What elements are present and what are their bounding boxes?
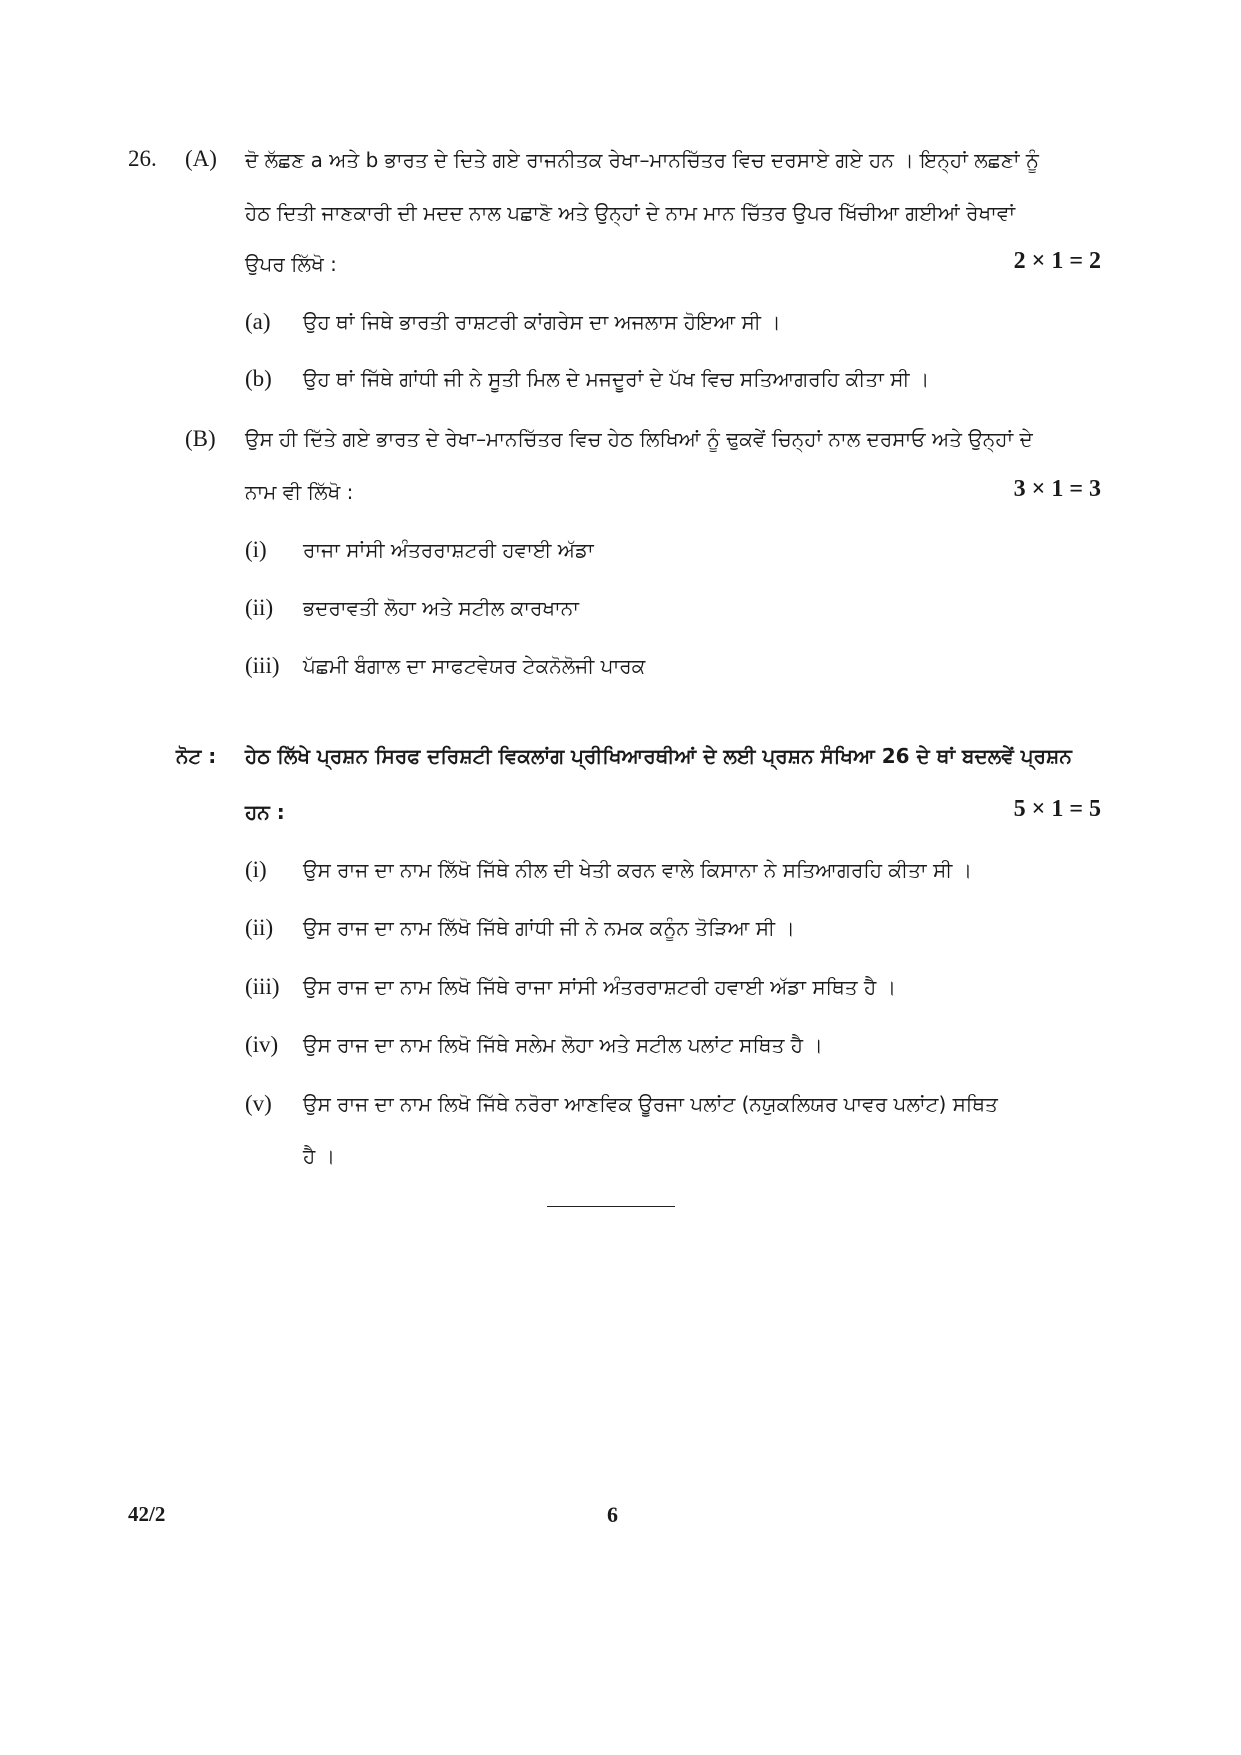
- part-b-item-label: (iii): [245, 653, 280, 678]
- part-b-item-text: ਪੱਛਮੀ ਬੰਗਾਲ ਦਾ ਸਾਫਟਵੇਯਰ ਟੇਕਨੋਲੋਜੀ ਪਾਰਕ: [303, 654, 646, 678]
- part-a-item-label: (a): [245, 309, 271, 334]
- part-b-item-label: (i): [245, 537, 267, 562]
- part-b-item-text: ਭਦਰਾਵਤੀ ਲੋਹਾ ਅਤੇ ਸਟੀਲ ਕਾਰਖਾਨਾ: [303, 596, 579, 620]
- part-b-item-label: (ii): [245, 595, 274, 620]
- note-line-2: ਹਨ :: [245, 800, 285, 824]
- part-b-line-1: ਉਸ ਹੀ ਦਿੱਤੇ ਗਏ ਭਾਰਤ ਦੇ ਰੇਖਾ–ਮਾਨਚਿੱਤਰ ਵਿਚ ਹੇਠ ਲਿਖਿਆਂ ਨੂੰ ਢੁਕਵੇਂ ਚਿਨ੍ਹਾਂ ਨਾਲ ਦਰਸਾਓ ਅਤੇ ਉਨ੍ਹਾਂ ਦੇ: [245, 427, 1033, 451]
- part-a-line-1: ਦੋ ਲੱਛਣ a ਅਤੇ b ਭਾਰਤ ਦੇ ਦਿਤੇ ਗਏ ਰਾਜਨੀਤਕ ਰੇਖਾ–ਮਾਨਚਿੱਤਰ ਵਿਚ ਦਰਸਾਏ ਗਏ ਹਨ । ਇਨ੍ਹਾਂ ਲਛਣਾਂ ਨੂੰ: [245, 148, 1039, 172]
- note-marks: 5 × 1 = 5: [1013, 796, 1101, 822]
- paper-code: 42/2: [128, 1502, 166, 1526]
- note-label: ਨੋਟ :: [176, 744, 217, 768]
- part-b-line-2: ਨਾਮ ਵੀ ਲਿੱਖੋ :: [245, 480, 354, 504]
- note-item-label: (v): [245, 1091, 272, 1116]
- part-b-label: (B): [185, 426, 216, 451]
- note-item-text: ਉਸ ਰਾਜ ਦਾ ਨਾਮ ਲਿਖੋ ਜਿੱਥੇ ਸਲੇਮ ਲੋਹਾ ਅਤੇ ਸਟੀਲ ਪਲਾਂਟ ਸਥਿਤ ਹੈ ।: [303, 1033, 823, 1057]
- note-item-text: ਉਸ ਰਾਜ ਦਾ ਨਾਮ ਲਿੱਖੋ ਜਿੱਥੇ ਨੀਲ ਦੀ ਖੇਤੀ ਕਰਨ ਵਾਲੇ ਕਿਸਾਨਾ ਨੇ ਸਤਿਆਗਰਹਿ ਕੀਤਾ ਸੀ ।: [303, 858, 973, 882]
- end-divider: [547, 1206, 675, 1207]
- note-item-text: ਉਸ ਰਾਜ ਦਾ ਨਾਮ ਲਿਖੋ ਜਿੱਥੇ ਨਰੋਰਾ ਆਣਵਿਕ ਊਰਜਾ ਪਲਾਂਟ (ਨਯੁਕਲਿਯਰ ਪਾਵਰ ਪਲਾਂਟ) ਸਥਿਤ: [303, 1092, 998, 1116]
- question-number: 26.: [128, 146, 157, 171]
- note-item-label: (ii): [245, 915, 274, 940]
- note-item-text: ਉਸ ਰਾਜ ਦਾ ਨਾਮ ਲਿਖੋ ਜਿੱਥੇ ਰਾਜਾ ਸਾਂਸੀ ਅੰਤਰਰਾਸ਼ਟਰੀ ਹਵਾਈ ਅੱਡਾ ਸਥਿਤ ਹੈ ।: [303, 975, 897, 999]
- note-item-label: (i): [245, 857, 267, 882]
- note-item-label: (iii): [245, 974, 280, 999]
- note-item-text: ਉਸ ਰਾਜ ਦਾ ਨਾਮ ਲਿੱਖੋ ਜਿੱਥੇ ਗਾਂਧੀ ਜੀ ਨੇ ਨਮਕ ਕਨੂੰਨ ਤੋੜਿਆ ਸੀ ।: [303, 916, 795, 940]
- part-b-item-text: ਰਾਜਾ ਸਾਂਸੀ ਅੰਤਰਰਾਸ਼ਟਰੀ ਹਵਾਈ ਅੱਡਾ: [303, 538, 594, 562]
- note-line-1: ਹੇਠ ਲਿੱਖੇ ਪ੍ਰਸ਼ਨ ਸਿਰਫ ਦਰਿਸ਼ਟੀ ਵਿਕਲਾਂਗ ਪ੍ਰੀਖਿਆਰਥੀਆਂ ਦੇ ਲਈ ਪ੍ਰਸ਼ਨ ਸੰਖਿਆ 26 ਦੇ ਥਾਂ ਬਦਲਵੇਂ ਪ੍ਰਸ਼ਨ: [245, 744, 1072, 768]
- page-number: 6: [607, 1502, 618, 1527]
- part-a-item-text: ਉਹ ਥਾਂ ਜਿਥੇ ਭਾਰਤੀ ਰਾਸ਼ਟਰੀ ਕਾਂਗਰੇਸ ਦਾ ਅਜਲਾਸ ਹੋਇਆ ਸੀ ।: [303, 310, 781, 334]
- part-a-line-2: ਹੇਠ ਦਿਤੀ ਜਾਣਕਾਰੀ ਦੀ ਮਦਦ ਨਾਲ ਪਛਾਣੋ ਅਤੇ ਉਨ੍ਹਾਂ ਦੇ ਨਾਮ ਮਾਨ ਚਿੱਤਰ ਉਪਰ ਖਿੱਚੀਆ ਗਈਆਂ ਰੇਖਾਵਾਂ: [245, 201, 1016, 225]
- part-a-label: (A): [185, 146, 217, 171]
- note-item-text-continuation: ਹੈ ।: [303, 1144, 336, 1168]
- part-a-item-label: (b): [245, 366, 272, 391]
- note-item-label: (iv): [245, 1032, 279, 1057]
- part-b-marks: 3 × 1 = 3: [1013, 476, 1101, 502]
- part-a-marks: 2 × 1 = 2: [1013, 248, 1101, 274]
- part-a-line-3: ਉਪਰ ਲਿੱਖੋ :: [245, 252, 337, 276]
- part-a-item-text: ਉਹ ਥਾਂ ਜਿੱਥੇ ਗਾਂਧੀ ਜੀ ਨੇ ਸੂਤੀ ਮਿਲ ਦੇ ਮਜਦੂਰਾਂ ਦੇ ਪੱਖ ਵਿਚ ਸਤਿਆਗਰਹਿ ਕੀਤਾ ਸੀ ।: [303, 367, 930, 391]
